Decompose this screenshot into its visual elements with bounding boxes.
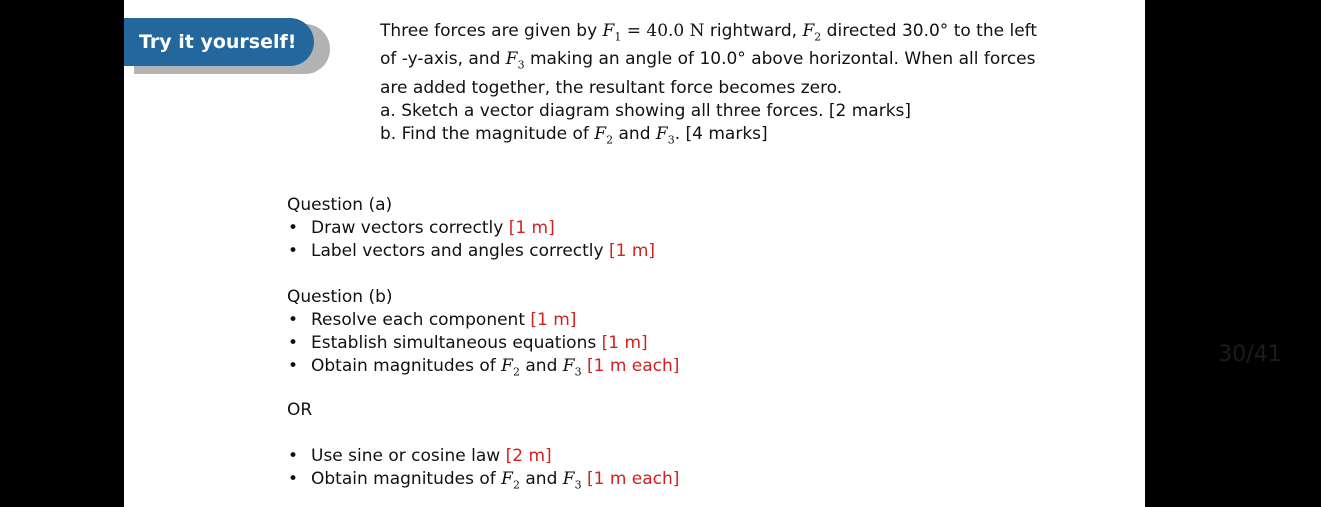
badge-label: Try it yourself! xyxy=(139,31,297,53)
question-line-3: are added together, the resultant force becomes zero. xyxy=(380,77,843,98)
list-item: • Label vectors and angles correctly [1 m] xyxy=(287,240,887,263)
list-item: • Establish simultaneous equations [1 m] xyxy=(287,332,887,355)
or-label: OR xyxy=(287,400,313,421)
f3-symbol: $F_3$ xyxy=(505,49,525,72)
marking-scheme xyxy=(287,194,887,497)
mark-label: [1 m each] xyxy=(586,356,680,376)
question-text-fragment: making an angle of xyxy=(524,49,700,70)
mark-label: [1 m] xyxy=(508,218,555,238)
mark-label: [2 m] xyxy=(505,446,552,467)
mark-label: [1 m] xyxy=(530,310,577,330)
question-text-fragment: to the left xyxy=(948,21,1038,41)
list-item: • Obtain magnitudes of $F_2$ and $F_3$ [1 m each] xyxy=(287,468,887,496)
alternative-list xyxy=(287,445,887,496)
question-text-fragment: of -y-axis, and xyxy=(380,49,506,70)
page-counter: 30/41 xyxy=(1218,342,1282,367)
question-a-list xyxy=(287,217,887,263)
question-b-list xyxy=(287,309,887,383)
f1-symbol: $F_1$ xyxy=(602,21,622,44)
question-b-heading: Question (b) xyxy=(287,287,393,307)
question-parts xyxy=(380,100,1080,151)
mark-label: [1 m each] xyxy=(586,469,680,490)
question-text-fragment: rightward, xyxy=(704,21,803,41)
part-a: a. Sketch a vector diagram showing all three forces. [2 marks] xyxy=(380,100,912,121)
right-black-bar xyxy=(1145,0,1321,507)
f1-value: = 40.0 N xyxy=(621,21,705,41)
question-text-fragment: above horizontal. When all forces xyxy=(745,49,1036,70)
f2-symbol: $F_2$ xyxy=(802,21,822,44)
mark-label: [1 m] xyxy=(608,241,656,261)
list-item: • Draw vectors correctly [1 m] xyxy=(287,217,887,240)
slide xyxy=(124,0,1145,507)
question-text-fragment: directed xyxy=(821,21,902,41)
mark-label: [1 m] xyxy=(601,333,648,353)
left-black-bar xyxy=(0,0,124,507)
question-a-heading: Question (a) xyxy=(287,195,393,215)
question-text-fragment: Three forces are given by xyxy=(380,21,603,41)
question-line-2 xyxy=(380,48,1080,76)
question-text xyxy=(380,20,1080,151)
list-item: • Obtain magnitudes of $F_2$ and $F_3$ [1 m each] xyxy=(287,355,887,383)
angle-f3: 10.0° xyxy=(699,49,746,70)
angle-f2: 30.0° xyxy=(901,21,949,41)
list-item: • Use sine or cosine law [2 m] xyxy=(287,445,887,468)
part-b: b. Find the magnitude of $F_2$ and $F_3$. [4 marks] xyxy=(380,123,768,147)
list-item: • Resolve each component [1 m] xyxy=(287,309,887,332)
try-it-yourself-badge xyxy=(124,18,314,66)
question-line-1 xyxy=(380,20,1080,48)
